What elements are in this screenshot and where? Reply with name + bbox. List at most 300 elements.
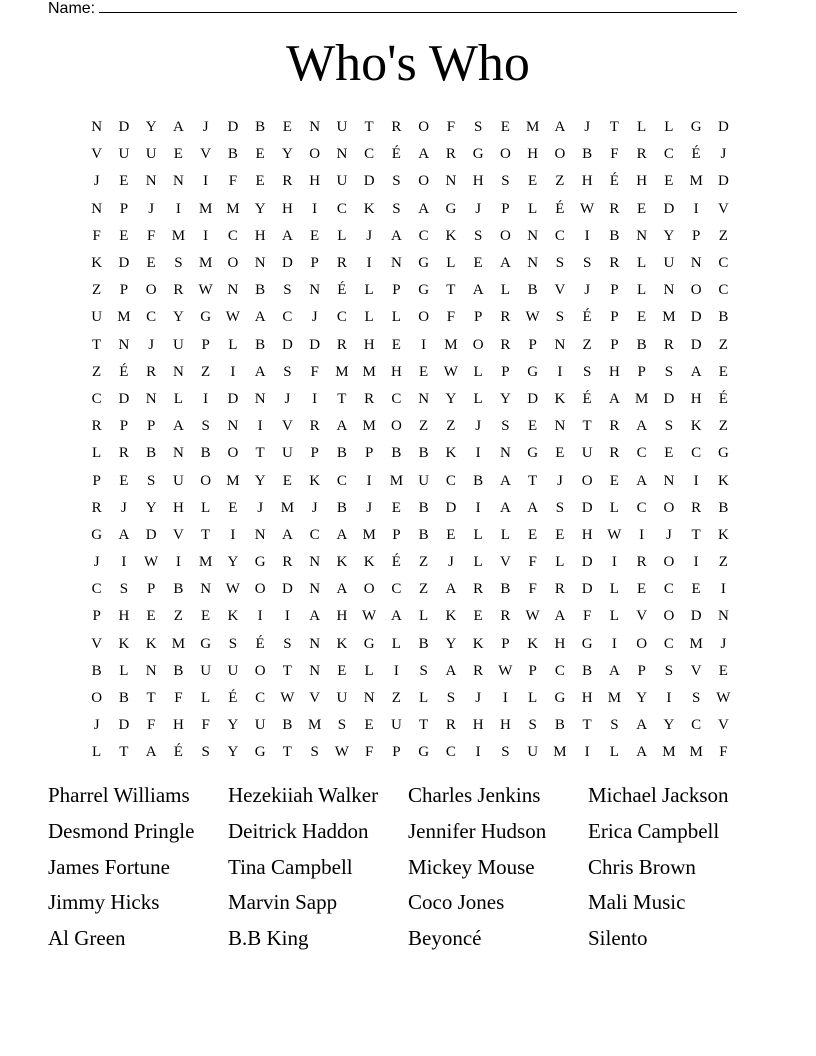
grid-letter[interactable]: H [554, 635, 566, 652]
grid-letter[interactable]: N [309, 119, 321, 136]
grid-letter[interactable]: F [364, 744, 374, 761]
grid-letter[interactable]: I [393, 662, 399, 679]
grid-letter[interactable]: K [554, 390, 566, 407]
grid-letter[interactable]: P [473, 309, 483, 326]
grid-letter[interactable]: L [528, 200, 538, 217]
grid-letter[interactable]: M [198, 255, 213, 272]
grid-letter[interactable]: É [391, 554, 401, 571]
grid-letter[interactable]: L [201, 690, 211, 707]
grid-letter[interactable]: R [609, 255, 620, 272]
grid-letter[interactable]: S [446, 690, 456, 707]
grid-letter[interactable]: H [390, 363, 402, 380]
grid-letter[interactable]: A [254, 309, 266, 326]
grid-letter[interactable]: L [609, 581, 619, 598]
grid-letter[interactable]: V [91, 635, 103, 652]
grid-letter[interactable]: N [309, 554, 321, 571]
grid-letter[interactable]: Z [718, 336, 728, 353]
grid-letter[interactable]: G [581, 635, 593, 652]
grid-letter[interactable]: E [391, 336, 401, 353]
grid-letter[interactable]: W [334, 744, 349, 761]
grid-letter[interactable]: C [391, 390, 402, 407]
grid-letter[interactable]: U [91, 309, 103, 326]
grid-letter[interactable]: K [309, 472, 321, 489]
grid-letter[interactable]: N [172, 363, 184, 380]
grid-letter[interactable]: Y [172, 309, 184, 326]
grid-letter[interactable]: H [118, 608, 130, 625]
grid-letter[interactable]: H [336, 608, 348, 625]
grid-letter[interactable]: S [528, 717, 537, 734]
grid-letter[interactable]: S [174, 255, 183, 272]
grid-letter[interactable]: E [391, 499, 401, 516]
grid-letter[interactable]: M [607, 690, 622, 707]
grid-letter[interactable]: N [527, 255, 539, 272]
grid-letter[interactable]: V [636, 608, 648, 625]
grid-letter[interactable]: F [310, 363, 319, 380]
grid-letter[interactable]: R [309, 418, 320, 435]
grid-letter[interactable]: J [665, 526, 672, 543]
grid-letter[interactable]: N [254, 255, 266, 272]
grid-letter[interactable]: O [418, 119, 430, 136]
grid-letter[interactable]: G [717, 445, 729, 462]
grid-letter[interactable]: P [528, 662, 537, 679]
grid-letter[interactable]: C [418, 227, 429, 244]
grid-letter[interactable]: O [227, 255, 239, 272]
grid-letter[interactable]: Z [391, 690, 401, 707]
grid-letter[interactable]: A [636, 744, 648, 761]
grid-letter[interactable]: C [391, 581, 402, 598]
grid-letter[interactable]: O [663, 608, 675, 625]
grid-letter[interactable]: B [282, 717, 293, 734]
grid-letter[interactable]: Y [663, 717, 675, 734]
grid-letter[interactable]: O [227, 445, 239, 462]
grid-letter[interactable]: J [475, 690, 482, 707]
grid-letter[interactable]: N [527, 227, 539, 244]
grid-letter[interactable]: L [173, 390, 183, 407]
grid-letter[interactable]: N [172, 445, 184, 462]
grid-letter[interactable]: M [689, 635, 703, 652]
grid-letter[interactable]: Y [281, 146, 293, 163]
grid-letter[interactable]: S [582, 255, 592, 272]
grid-letter[interactable]: M [198, 200, 213, 217]
grid-letter[interactable]: I [693, 200, 699, 217]
grid-letter[interactable]: A [390, 608, 402, 625]
grid-letter[interactable]: B [255, 119, 266, 136]
grid-letter[interactable]: B [255, 336, 266, 353]
grid-letter[interactable]: N [91, 200, 103, 217]
grid-letter[interactable]: E [500, 119, 510, 136]
grid-letter[interactable]: I [257, 418, 263, 435]
grid-letter[interactable]: Z [92, 363, 102, 380]
grid-letter[interactable]: N [499, 445, 511, 462]
grid-letter[interactable]: W [225, 581, 240, 598]
grid-letter[interactable]: P [691, 227, 701, 244]
grid-letter[interactable]: É [228, 690, 238, 707]
grid-letter[interactable]: H [472, 173, 484, 190]
grid-letter[interactable]: A [118, 526, 130, 543]
grid-letter[interactable]: Y [145, 119, 157, 136]
grid-letter[interactable]: L [228, 336, 238, 353]
grid-letter[interactable]: N [254, 526, 266, 543]
grid-letter[interactable]: M [362, 526, 376, 543]
grid-letter[interactable]: N [118, 336, 130, 353]
grid-letter[interactable]: W [144, 554, 159, 571]
grid-letter[interactable]: V [717, 717, 729, 734]
grid-letter[interactable]: R [282, 173, 293, 190]
grid-letter[interactable]: G [527, 363, 539, 380]
grid-letter[interactable]: N [690, 255, 702, 272]
grid-letter[interactable]: L [364, 309, 374, 326]
grid-letter[interactable]: L [555, 554, 565, 571]
grid-letter[interactable]: N [336, 146, 348, 163]
grid-letter[interactable]: U [172, 472, 184, 489]
grid-letter[interactable]: C [636, 445, 647, 462]
grid-letter[interactable]: W [362, 608, 377, 625]
grid-letter[interactable]: I [203, 390, 209, 407]
grid-letter[interactable]: O [254, 662, 266, 679]
grid-letter[interactable]: J [475, 418, 482, 435]
grid-letter[interactable]: F [201, 717, 210, 734]
grid-letter[interactable]: J [475, 200, 482, 217]
grid-letter[interactable]: E [528, 173, 538, 190]
grid-letter[interactable]: M [335, 363, 349, 380]
grid-letter[interactable]: L [419, 608, 429, 625]
grid-letter[interactable]: P [637, 662, 646, 679]
grid-letter[interactable]: S [473, 227, 483, 244]
grid-letter[interactable]: C [91, 390, 102, 407]
grid-letter[interactable]: A [499, 499, 511, 516]
grid-letter[interactable]: F [719, 744, 728, 761]
grid-letter[interactable]: C [554, 662, 565, 679]
grid-letter[interactable]: R [473, 581, 484, 598]
grid-letter[interactable]: Z [718, 418, 728, 435]
grid-letter[interactable]: Y [254, 472, 266, 489]
grid-letter[interactable]: I [366, 472, 372, 489]
grid-letter[interactable]: F [610, 146, 619, 163]
grid-letter[interactable]: M [689, 173, 703, 190]
grid-letter[interactable]: S [283, 363, 292, 380]
grid-letter[interactable]: Y [445, 390, 457, 407]
grid-letter[interactable]: É [582, 309, 592, 326]
grid-letter[interactable]: G [91, 526, 103, 543]
grid-letter[interactable]: É [119, 363, 129, 380]
grid-letter[interactable]: H [608, 363, 620, 380]
grid-letter[interactable]: G [527, 445, 539, 462]
grid-letter[interactable]: S [664, 363, 674, 380]
grid-letter[interactable]: Z [718, 554, 728, 571]
grid-letter[interactable]: Z [718, 227, 728, 244]
grid-letter[interactable]: B [609, 227, 620, 244]
grid-letter[interactable]: I [639, 526, 645, 543]
grid-letter[interactable]: D [118, 390, 130, 407]
grid-letter[interactable]: V [281, 418, 293, 435]
grid-letter[interactable]: T [119, 744, 129, 761]
grid-letter[interactable]: A [336, 581, 348, 598]
grid-letter[interactable]: F [146, 717, 156, 734]
grid-letter[interactable]: B [255, 282, 266, 299]
grid-letter[interactable]: R [691, 499, 702, 516]
grid-letter[interactable]: Y [499, 390, 511, 407]
grid-letter[interactable]: U [336, 119, 348, 136]
grid-letter[interactable]: M [171, 635, 186, 652]
grid-letter[interactable]: K [227, 608, 239, 625]
grid-letter[interactable]: L [500, 282, 510, 299]
grid-letter[interactable]: E [446, 526, 456, 543]
grid-letter[interactable]: C [227, 227, 238, 244]
grid-letter[interactable]: I [611, 554, 617, 571]
grid-letter[interactable]: J [257, 499, 264, 516]
grid-letter[interactable]: J [720, 635, 727, 652]
grid-letter[interactable]: C [691, 717, 702, 734]
grid-letter[interactable]: É [718, 390, 728, 407]
grid-letter[interactable]: P [392, 744, 401, 761]
grid-letter[interactable]: N [717, 608, 729, 625]
grid-letter[interactable]: Y [254, 200, 266, 217]
grid-letter[interactable]: R [473, 662, 484, 679]
grid-letter[interactable]: V [717, 200, 729, 217]
grid-letter[interactable]: I [693, 472, 699, 489]
grid-letter[interactable]: B [391, 445, 402, 462]
grid-letter[interactable]: M [362, 418, 376, 435]
grid-letter[interactable]: S [337, 717, 347, 734]
grid-letter[interactable]: D [118, 255, 130, 272]
grid-letter[interactable]: H [581, 526, 593, 543]
grid-letter[interactable]: M [171, 227, 186, 244]
grid-letter[interactable]: A [636, 717, 648, 734]
grid-letter[interactable]: U [336, 173, 348, 190]
grid-letter[interactable]: C [146, 309, 157, 326]
grid-letter[interactable]: M [689, 744, 703, 761]
grid-letter[interactable]: G [254, 554, 266, 571]
grid-letter[interactable]: T [92, 336, 102, 353]
grid-letter[interactable]: P [392, 282, 401, 299]
grid-letter[interactable]: T [201, 526, 211, 543]
grid-letter[interactable]: P [364, 445, 374, 462]
grid-letter[interactable]: D [581, 554, 593, 571]
grid-letter[interactable]: K [445, 227, 457, 244]
grid-letter[interactable]: T [691, 526, 701, 543]
grid-letter[interactable]: L [119, 662, 129, 679]
grid-letter[interactable]: B [718, 309, 729, 326]
grid-letter[interactable]: E [664, 173, 674, 190]
grid-letter[interactable]: W [716, 690, 731, 707]
grid-letter[interactable]: N [309, 581, 321, 598]
grid-letter[interactable]: C [91, 581, 102, 598]
grid-letter[interactable]: V [172, 526, 184, 543]
grid-letter[interactable]: L [391, 635, 401, 652]
grid-letter[interactable]: G [200, 309, 212, 326]
grid-letter[interactable]: R [173, 282, 184, 299]
grid-letter[interactable]: L [473, 390, 483, 407]
grid-letter[interactable]: A [145, 744, 157, 761]
grid-letter[interactable]: D [118, 119, 130, 136]
grid-letter[interactable]: N [200, 581, 212, 598]
grid-letter[interactable]: L [473, 363, 483, 380]
grid-letter[interactable]: Y [636, 690, 648, 707]
grid-letter[interactable]: E [637, 581, 647, 598]
grid-letter[interactable]: W [198, 282, 213, 299]
grid-letter[interactable]: J [120, 499, 127, 516]
grid-letter[interactable]: R [636, 554, 647, 571]
grid-letter[interactable]: O [91, 690, 103, 707]
grid-letter[interactable]: N [636, 227, 648, 244]
grid-letter[interactable]: I [720, 581, 726, 598]
grid-letter[interactable]: R [445, 146, 456, 163]
grid-letter[interactable]: M [525, 119, 540, 136]
grid-letter[interactable]: E [555, 445, 565, 462]
grid-letter[interactable]: E [310, 227, 320, 244]
grid-letter[interactable]: B [418, 526, 429, 543]
grid-letter[interactable]: E [173, 146, 183, 163]
grid-letter[interactable]: N [91, 119, 103, 136]
grid-letter[interactable]: I [475, 499, 481, 516]
grid-letter[interactable]: H [309, 173, 321, 190]
grid-letter[interactable]: A [472, 282, 484, 299]
grid-letter[interactable]: B [336, 499, 347, 516]
grid-letter[interactable]: D [145, 526, 157, 543]
grid-letter[interactable]: É [691, 146, 701, 163]
grid-letter[interactable]: D [690, 608, 702, 625]
grid-letter[interactable]: T [528, 472, 538, 489]
grid-letter[interactable]: G [472, 146, 484, 163]
grid-letter[interactable]: G [418, 282, 430, 299]
grid-letter[interactable]: C [445, 744, 456, 761]
grid-letter[interactable]: R [554, 581, 565, 598]
grid-letter[interactable]: O [145, 282, 157, 299]
grid-letter[interactable]: U [581, 445, 593, 462]
grid-letter[interactable]: O [499, 146, 511, 163]
grid-letter[interactable]: S [310, 744, 319, 761]
grid-letter[interactable]: H [581, 690, 593, 707]
grid-letter[interactable]: I [312, 390, 318, 407]
grid-letter[interactable]: R [500, 309, 511, 326]
grid-letter[interactable]: W [525, 309, 540, 326]
grid-letter[interactable]: Z [419, 581, 429, 598]
grid-letter[interactable]: N [145, 173, 157, 190]
grid-letter[interactable]: O [690, 282, 702, 299]
grid-letter[interactable]: E [419, 363, 429, 380]
grid-letter[interactable]: N [309, 282, 321, 299]
grid-letter[interactable]: R [282, 554, 293, 571]
grid-letter[interactable]: S [691, 690, 701, 707]
grid-letter[interactable]: P [501, 200, 510, 217]
grid-letter[interactable]: E [119, 173, 129, 190]
grid-letter[interactable]: C [663, 146, 674, 163]
grid-letter[interactable]: B [336, 445, 347, 462]
grid-letter[interactable]: W [443, 363, 458, 380]
grid-letter[interactable]: F [582, 608, 592, 625]
grid-letter[interactable]: K [527, 635, 539, 652]
grid-letter[interactable]: P [146, 581, 156, 598]
grid-letter[interactable]: A [390, 227, 402, 244]
grid-letter[interactable]: L [473, 526, 483, 543]
grid-letter[interactable]: P [201, 336, 210, 353]
grid-letter[interactable]: B [227, 146, 238, 163]
grid-letter[interactable]: L [637, 119, 647, 136]
grid-letter[interactable]: C [255, 690, 266, 707]
grid-letter[interactable]: M [226, 200, 240, 217]
grid-letter[interactable]: S [610, 717, 619, 734]
grid-letter[interactable]: N [227, 282, 239, 299]
grid-letter[interactable]: N [445, 173, 457, 190]
grid-letter[interactable]: A [445, 581, 457, 598]
grid-letter[interactable]: B [200, 445, 211, 462]
grid-letter[interactable]: A [608, 390, 620, 407]
grid-letter[interactable]: F [92, 227, 101, 244]
grid-letter[interactable]: I [611, 635, 617, 652]
grid-letter[interactable]: L [446, 255, 456, 272]
grid-letter[interactable]: T [282, 662, 292, 679]
grid-letter[interactable]: I [312, 200, 318, 217]
grid-letter[interactable]: Y [145, 499, 157, 516]
grid-letter[interactable]: J [366, 227, 373, 244]
grid-letter[interactable]: N [227, 418, 239, 435]
grid-letter[interactable]: D [445, 499, 457, 516]
grid-letter[interactable]: B [500, 581, 511, 598]
grid-letter[interactable]: U [390, 717, 402, 734]
grid-letter[interactable]: H [281, 200, 293, 217]
grid-letter[interactable]: L [419, 690, 429, 707]
grid-letter[interactable]: É [337, 282, 347, 299]
grid-letter[interactable]: U [418, 472, 430, 489]
grid-letter[interactable]: O [663, 499, 675, 516]
grid-letter[interactable]: G [200, 635, 212, 652]
grid-letter[interactable]: L [337, 227, 347, 244]
grid-letter[interactable]: J [584, 282, 591, 299]
grid-letter[interactable]: L [637, 282, 647, 299]
grid-letter[interactable]: P [501, 635, 510, 652]
grid-letter[interactable]: B [418, 445, 429, 462]
grid-letter[interactable]: B [118, 690, 129, 707]
grid-letter[interactable]: K [690, 418, 702, 435]
grid-letter[interactable]: M [198, 554, 213, 571]
grid-letter[interactable]: Z [582, 336, 592, 353]
grid-letter[interactable]: B [582, 662, 593, 679]
grid-letter[interactable]: E [473, 608, 483, 625]
grid-letter[interactable]: H [581, 173, 593, 190]
grid-letter[interactable]: M [307, 717, 322, 734]
grid-letter[interactable]: O [254, 581, 266, 598]
grid-letter[interactable]: C [445, 472, 456, 489]
grid-letter[interactable]: T [255, 445, 265, 462]
grid-letter[interactable]: B [554, 717, 565, 734]
grid-letter[interactable]: S [419, 662, 428, 679]
grid-letter[interactable]: A [554, 608, 566, 625]
grid-letter[interactable]: D [690, 309, 702, 326]
grid-letter[interactable]: I [175, 200, 181, 217]
grid-letter[interactable]: L [201, 499, 211, 516]
grid-letter[interactable]: E [691, 581, 701, 598]
grid-letter[interactable]: S [228, 635, 238, 652]
grid-letter[interactable]: B [173, 581, 184, 598]
grid-letter[interactable]: G [418, 744, 430, 761]
grid-letter[interactable]: A [499, 255, 511, 272]
grid-letter[interactable]: É [555, 200, 565, 217]
grid-letter[interactable]: N [254, 390, 266, 407]
grid-letter[interactable]: H [527, 146, 539, 163]
grid-letter[interactable]: W [580, 200, 595, 217]
grid-letter[interactable]: I [203, 173, 209, 190]
grid-letter[interactable]: K [445, 445, 457, 462]
grid-letter[interactable]: O [363, 581, 375, 598]
grid-letter[interactable]: R [146, 363, 157, 380]
grid-letter[interactable]: P [119, 200, 129, 217]
grid-letter[interactable]: D [581, 499, 593, 516]
grid-letter[interactable]: A [445, 662, 457, 679]
grid-letter[interactable]: U [172, 336, 184, 353]
grid-letter[interactable]: C [282, 309, 293, 326]
grid-letter[interactable]: K [363, 200, 375, 217]
grid-letter[interactable]: S [555, 255, 565, 272]
